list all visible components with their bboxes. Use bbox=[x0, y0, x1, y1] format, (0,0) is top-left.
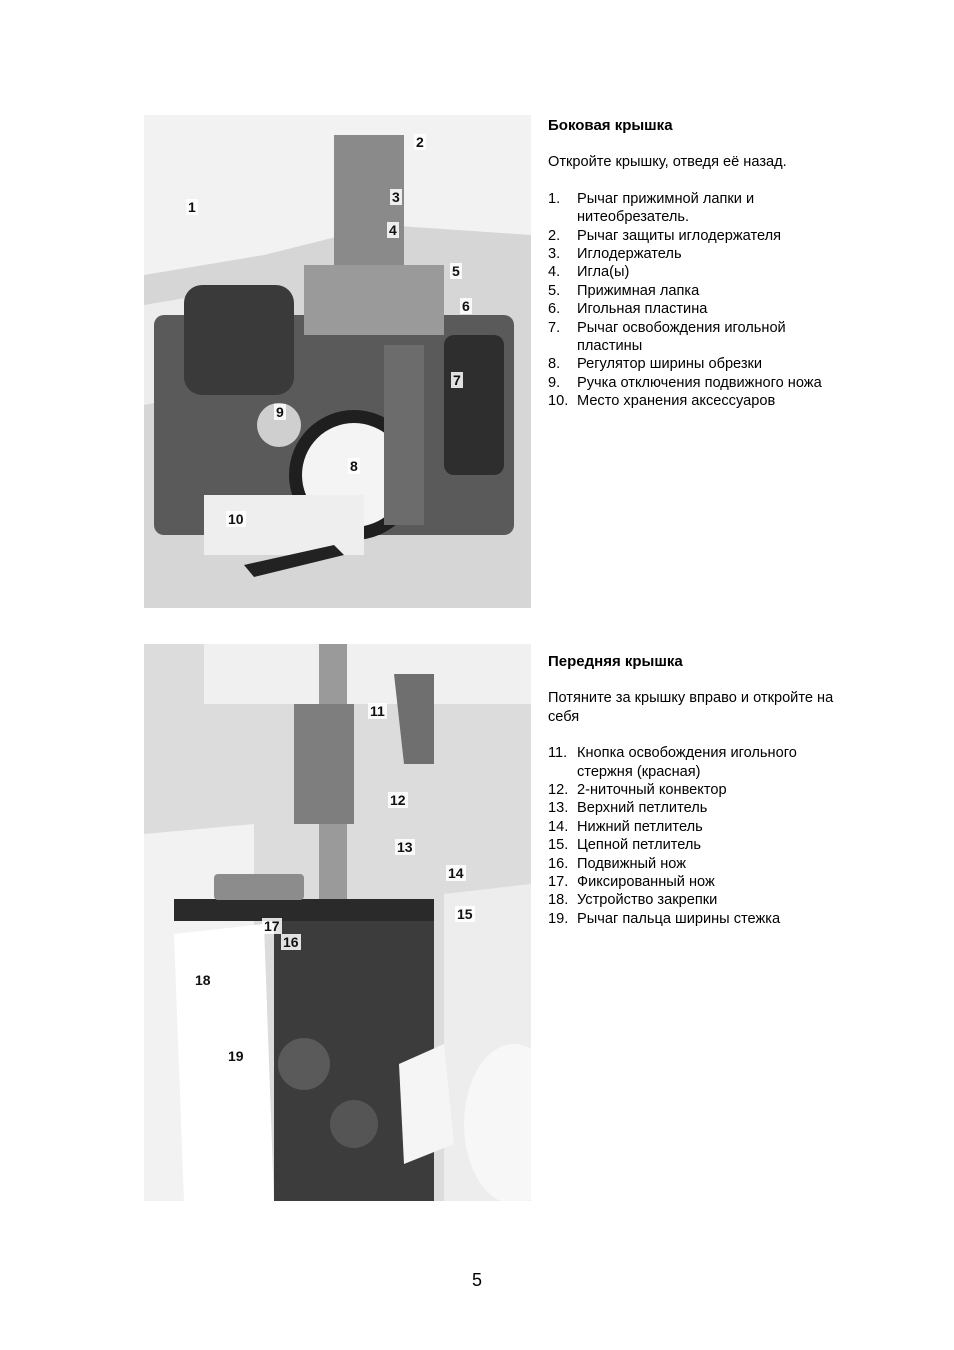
list-item-text: Рычаг освобождения игольной пластины bbox=[577, 319, 786, 355]
list-item-number: 3. bbox=[548, 246, 561, 263]
page-number: 5 bbox=[471, 1270, 482, 1290]
front-cover-illustration bbox=[144, 644, 531, 1201]
list-item-number: 8. bbox=[548, 356, 561, 373]
list-item bbox=[548, 855, 838, 873]
callout-18: 18 bbox=[195, 972, 211, 988]
callout-9: 9 bbox=[276, 404, 284, 420]
list-item-number: 18. bbox=[548, 892, 569, 909]
list-item-number: 1. bbox=[548, 190, 561, 207]
side-cover-heading: Боковая крышка bbox=[548, 117, 673, 134]
callout-1: 1 bbox=[188, 199, 196, 215]
callout-8: 8 bbox=[350, 458, 358, 474]
list-item-text: Ручка отключения подвижного ножа bbox=[577, 374, 822, 391]
list-item bbox=[548, 891, 838, 909]
list-item bbox=[548, 355, 838, 373]
list-item-text: Нижний петлитель bbox=[577, 818, 703, 835]
list-item-number: 5. bbox=[548, 282, 561, 299]
list-item-number: 19. bbox=[548, 910, 569, 927]
list-item-text: Рычаг прижимной лапки и нитеобрезатель. bbox=[577, 190, 755, 226]
list-item bbox=[548, 873, 838, 891]
list-item bbox=[548, 818, 838, 836]
list-item-number: 12. bbox=[548, 782, 569, 799]
list-item bbox=[548, 374, 838, 392]
list-item-number: 7. bbox=[548, 319, 561, 336]
callout-15: 15 bbox=[457, 906, 473, 922]
front-cover-heading: Передняя крышка bbox=[548, 653, 683, 670]
callout-12: 12 bbox=[390, 792, 406, 808]
list-item bbox=[548, 245, 838, 263]
list-item-text: Прижимная лапка bbox=[577, 282, 700, 299]
callout-7: 7 bbox=[453, 372, 461, 388]
side-cover-list bbox=[548, 190, 838, 411]
list-item-text: Иглодержатель bbox=[577, 246, 682, 263]
list-item-text: Верхний петлитель bbox=[577, 800, 708, 817]
callout-11: 11 bbox=[370, 703, 385, 719]
front-cover-intro: Потяните за крышку вправо и откройте на себя bbox=[548, 690, 834, 725]
list-item bbox=[548, 263, 838, 281]
list-item-text: Кнопка освобождения игольного стержня (красная) bbox=[577, 745, 797, 780]
callout-14: 14 bbox=[448, 865, 464, 881]
front-cover-photo bbox=[144, 644, 531, 1201]
callout-2: 2 bbox=[416, 134, 424, 150]
list-item-number: 10. bbox=[548, 393, 569, 410]
list-item-text: Цепной петлитель bbox=[577, 837, 702, 854]
callout-13: 13 bbox=[397, 839, 413, 855]
list-item-text: Место хранения аксессуаров bbox=[577, 393, 776, 410]
list-item-number: 17. bbox=[548, 874, 569, 891]
list-item-number: 14. bbox=[548, 818, 569, 835]
list-item-text: Рычаг пальца ширины стежка bbox=[577, 910, 781, 927]
list-item-text: Подвижный нож bbox=[577, 855, 686, 872]
list-item-text: Рычаг защиты иглодержателя bbox=[577, 227, 782, 244]
list-item bbox=[548, 282, 838, 300]
list-item-number: 16. bbox=[548, 855, 569, 872]
list-item-number: 15. bbox=[548, 837, 569, 854]
list-item bbox=[548, 227, 838, 245]
list-item-text: Игольная пластина bbox=[577, 301, 708, 318]
list-item-number: 13. bbox=[548, 800, 569, 817]
list-item bbox=[548, 392, 838, 410]
list-item bbox=[548, 910, 838, 928]
callout-19: 19 bbox=[228, 1048, 244, 1064]
list-item-number: 4. bbox=[548, 264, 561, 281]
list-item-text: Устройство закрепки bbox=[577, 892, 718, 909]
list-item-number: 11. bbox=[548, 745, 568, 762]
list-item-number: 2. bbox=[548, 227, 561, 244]
callout-16: 16 bbox=[283, 934, 299, 950]
front-cover-section bbox=[548, 653, 838, 928]
side-cover-section bbox=[548, 117, 838, 411]
side-cover-photo bbox=[144, 115, 531, 608]
list-item bbox=[548, 836, 838, 854]
front-cover-list bbox=[548, 744, 838, 928]
callout-4: 4 bbox=[389, 222, 397, 238]
list-item-text: Игла(ы) bbox=[577, 264, 630, 281]
list-item-number: 6. bbox=[548, 301, 561, 318]
callout-5: 5 bbox=[452, 263, 460, 279]
list-item bbox=[548, 781, 838, 799]
list-item-number: 9. bbox=[548, 374, 561, 391]
list-item bbox=[548, 300, 838, 318]
callout-3: 3 bbox=[392, 189, 400, 205]
list-item bbox=[548, 799, 838, 817]
callout-10: 10 bbox=[228, 511, 244, 527]
list-item bbox=[548, 319, 838, 356]
list-item-text: Регулятор ширины обрезки bbox=[577, 356, 763, 373]
list-item-text: Фиксированный нож bbox=[577, 874, 715, 891]
callout-6: 6 bbox=[462, 298, 470, 314]
side-cover-illustration bbox=[144, 115, 531, 608]
callout-17: 17 bbox=[264, 918, 280, 934]
list-item bbox=[548, 190, 838, 227]
side-cover-intro: Откройте крышку, отведя её назад. bbox=[548, 154, 787, 171]
list-item bbox=[548, 744, 838, 781]
list-item-text: 2-ниточный конвектор bbox=[577, 782, 727, 799]
